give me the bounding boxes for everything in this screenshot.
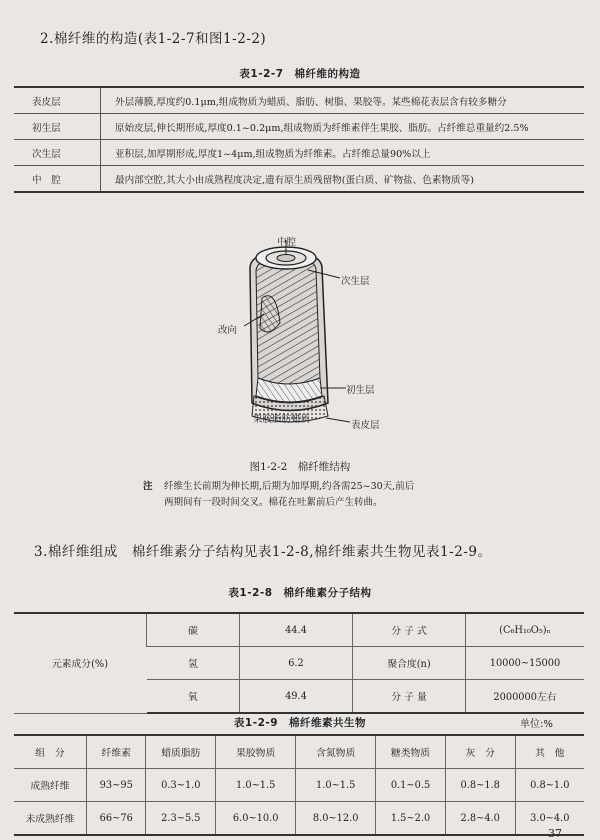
label-secondary-wall: 次生层 xyxy=(341,276,370,287)
column-header: 灰 分 xyxy=(445,735,515,769)
label-cuticle: 表皮层 xyxy=(351,420,380,431)
table-1-2-8-title: 表1-2-8 棉纤维素分子结构 xyxy=(228,587,372,599)
table-header-row xyxy=(14,735,584,769)
column-header: 糖类物质 xyxy=(376,735,446,769)
table-cell: 未成熟纤维 xyxy=(14,802,87,836)
page-number: 37 xyxy=(548,827,562,840)
table-row xyxy=(14,769,584,802)
column-header: 其 他 xyxy=(515,735,584,769)
label-pectin-wax: 果胶脂肪蜡质 xyxy=(253,414,311,425)
property-value: 10000~15000 xyxy=(466,647,585,680)
table-1-2-7 xyxy=(14,86,584,193)
note-line-1: 纤维生长前期为伸长期,后期为加厚期,约各需25~30天,前后 xyxy=(164,481,415,492)
table-cell: 0.8~1.0 xyxy=(515,769,584,802)
label-primary-wall: 初生层 xyxy=(346,385,375,396)
element-value: 49.4 xyxy=(240,680,353,714)
table-cell: 6.0~10.0 xyxy=(216,802,296,836)
figure-caption: 图1-2-2 棉纤维结构 xyxy=(249,461,351,473)
layer-name: 中 腔 xyxy=(14,166,101,193)
table-cell: 2.3~5.5 xyxy=(146,802,216,836)
property-value: 2000000左右 xyxy=(466,680,585,714)
table-cell: 66~76 xyxy=(87,802,146,836)
section-2-title: 2.棉纤维的构造(表1-2-7和图1-2-2) xyxy=(40,31,267,47)
table-cell: 1.5~2.0 xyxy=(376,802,446,836)
element-value: 6.2 xyxy=(240,647,353,680)
table-row xyxy=(14,114,584,140)
column-header: 组 分 xyxy=(14,735,87,769)
table-1-2-8 xyxy=(14,612,584,714)
table-cell: 成熟纤维 xyxy=(14,769,87,802)
pointer-cuticle xyxy=(326,418,350,422)
label-lumen: 中腔 xyxy=(277,237,297,248)
table-cell: 3.0~4.0 xyxy=(515,802,584,836)
element-name: 氢 xyxy=(147,647,240,680)
property-name: 聚合度(n) xyxy=(353,647,466,680)
table-1-2-9 xyxy=(14,734,584,836)
note-line-2: 两期间有一段时间交叉。棉花在吐絮前后产生转曲。 xyxy=(164,497,383,508)
table-1-2-9-unit: 单位:% xyxy=(520,719,553,730)
note-label: 注 xyxy=(143,481,153,492)
column-header: 蜡质脂肪 xyxy=(146,735,216,769)
property-name: 分 子 量 xyxy=(353,680,466,714)
property-name: 分 子 式 xyxy=(353,613,466,647)
layer-name: 初生层 xyxy=(14,114,101,140)
layer-description: 最内部空腔,其大小由成熟程度决定,遗有原生质残留物(蛋白质、矿物盐、色素物质等) xyxy=(101,166,585,193)
layer-description: 亚积层,加厚期形成,厚度1~4μm,组成物质为纤维素。占纤维总量90%以上 xyxy=(101,140,585,166)
section-3-title: 3.棉纤维组成 棉纤维素分子结构见表1-2-8,棉纤维素共生物见表1-2-9。 xyxy=(34,544,492,560)
table-row xyxy=(14,87,584,114)
table-row xyxy=(14,802,584,836)
element-value: 44.4 xyxy=(240,613,353,647)
table-cell: 8.0~12.0 xyxy=(296,802,376,836)
layer-description: 原始皮层,伸长期形成,厚度0.1~0.2μm,组成物质为纤维素伴生果胶、脂肪。占纤维总重量约2.5% xyxy=(101,114,585,140)
table-1-2-7-title: 表1-2-7 棉纤维的构造 xyxy=(239,68,361,80)
table-row xyxy=(14,613,584,647)
table-cell: 93~95 xyxy=(87,769,146,802)
layer-name: 表皮层 xyxy=(14,87,101,114)
layer-description: 外层薄膜,厚度约0.1μm,组成物质为蜡质、脂肪、树脂、果胶等。某些棉花表层含有较多糖分 xyxy=(101,87,585,114)
element-name: 氧 xyxy=(147,680,240,714)
table-cell: 1.0~1.5 xyxy=(216,769,296,802)
property-value: (C₆H₁₀O₅)ₙ xyxy=(466,613,585,647)
column-header: 含氮物质 xyxy=(296,735,376,769)
cotton-fiber-structure-figure xyxy=(150,228,450,438)
element-name: 碳 xyxy=(147,613,240,647)
table-1-2-9-title: 表1-2-9 棉纤维素共生物 xyxy=(233,717,367,729)
element-group-label: 元素成分(%) xyxy=(14,613,147,713)
table-cell: 2.8~4.0 xyxy=(445,802,515,836)
table-cell: 0.1~0.5 xyxy=(376,769,446,802)
column-header: 果胶物质 xyxy=(216,735,296,769)
table-cell: 0.3~1.0 xyxy=(146,769,216,802)
layer-name: 次生层 xyxy=(14,140,101,166)
table-row xyxy=(14,140,584,166)
table-cell: 0.8~1.8 xyxy=(445,769,515,802)
column-header: 纤维素 xyxy=(87,735,146,769)
label-reversal: 改向 xyxy=(218,325,238,336)
table-row xyxy=(14,166,584,193)
table-cell: 1.0~1.5 xyxy=(296,769,376,802)
